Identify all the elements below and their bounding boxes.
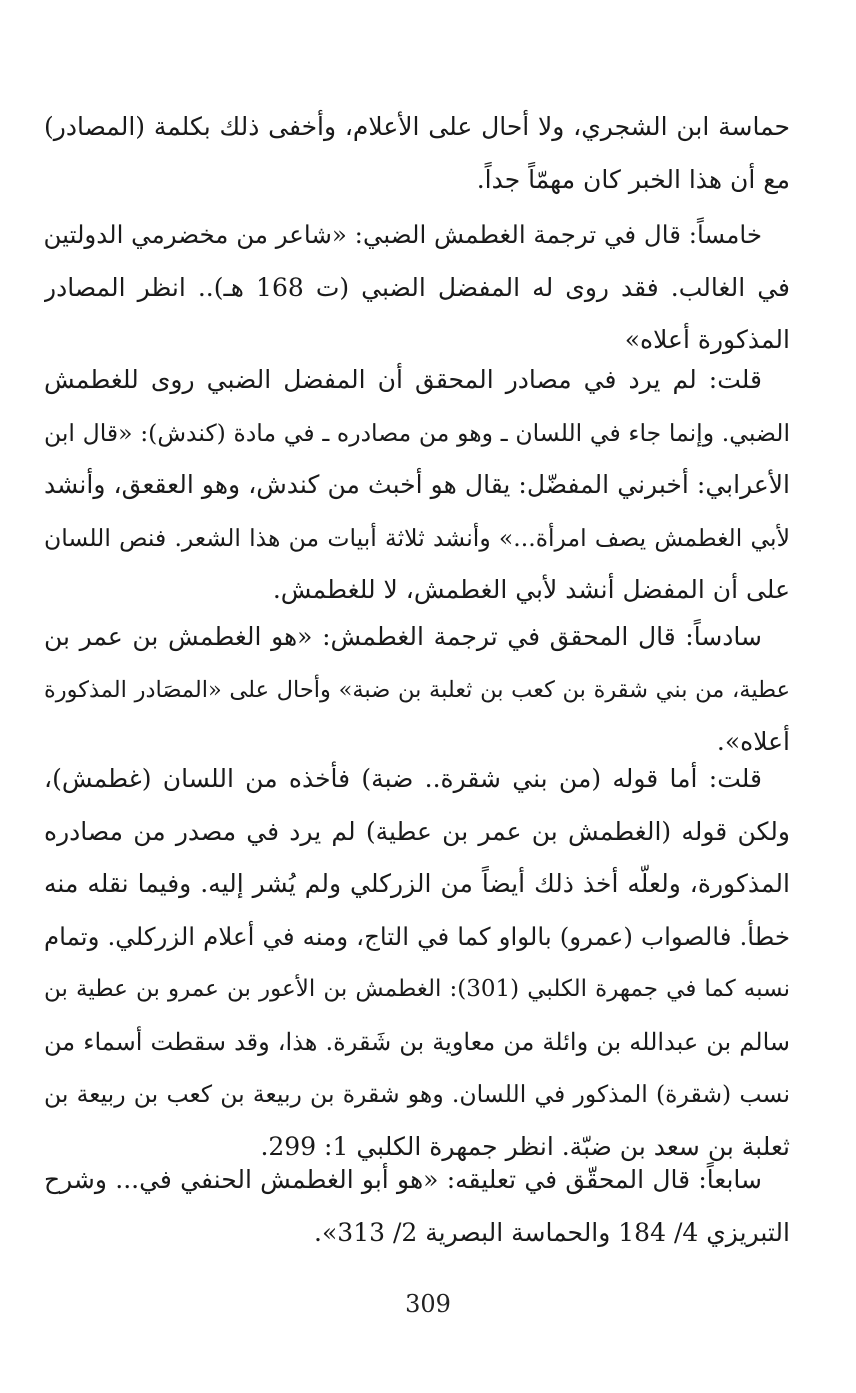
text-line: أعلاه».	[716, 727, 790, 756]
text-line: خامساً: قال في ترجمة الغطمش الضبي: «شاعر من مخضرمي الدولتين	[44, 220, 762, 249]
text-line: ولكن قوله (الغطمش بن عمر بن عطية) لم يرد في مصدر من مصادره	[44, 816, 790, 846]
text-line: نسبه كما في جمهرة الكلبي (301): الغطمش بن الأعور بن عمرو بن عطية بن	[44, 976, 790, 1002]
paragraph-6	[44, 1154, 790, 1259]
text-line: الضبي. وإنما جاء في اللسان ـ وهو من مصادره ـ في مادة (كندش): «قال ابن	[44, 418, 790, 447]
text-line: سادساً: قال المحقق في ترجمة الغطمش: «هو الغطمش بن عمر بن	[44, 622, 762, 651]
text-line: ثعلبة بن سعد بن ضبّة. انظر جمهرة الكلبي 1: 299.	[260, 1131, 790, 1161]
text-line: مع أن هذا الخبر كان مهمّاً جداً.	[476, 164, 790, 194]
text-line: قلت: أما قوله (من بني شقرة.. ضبة) فأخذه من اللسان (غطمش)،	[44, 764, 762, 793]
text-line: قلت: لم يرد في مصادر المحقق أن المفضل الضبي روى للغطمش	[44, 365, 762, 394]
text-line: في الغالب. فقد روى له المفضل الضبي (ت 168 هـ).. انظر المصادر	[44, 272, 790, 302]
text-line: الأعرابي: أخبرني المفضّل: يقال هو أخبث من كندش، وهو العقعق، وأنشد	[44, 470, 790, 499]
paragraph-4	[44, 611, 790, 769]
text-line: سالم بن عبدالله بن وائلة من معاوية بن شَقرة. هذا، وقد سقطت أسماء من	[44, 1027, 790, 1056]
page-number: 309	[405, 1290, 451, 1318]
paragraph-3	[44, 354, 790, 617]
paragraph-2	[44, 209, 790, 367]
text-line: عطية، من بني شقرة بن كعب بن ثعلبة بن ضبة» وأحال على «المصَادر المذكورة	[44, 676, 790, 703]
text-line: خطأ. فالصواب (عمرو) بالواو كما في التاج، ومنه في أعلام الزركلي. وتمام	[44, 921, 790, 951]
text-line: حماسة ابن الشجري، ولا أحال على الأعلام، وأخفى ذلك بكلمة (المصادر)	[44, 112, 790, 141]
text-line: لأبي الغطمش يصف امرأة...» وأنشد ثلاثة أبيات من هذا الشعر. فنص اللسان	[44, 523, 790, 552]
text-line: المذكورة، ولعلّه أخذ ذلك أيضاً من الزركلي ولم يُشر إليه. وفيما نقله منه	[44, 869, 790, 898]
paragraph-5	[44, 753, 790, 1173]
text-line: على أن المفضل أنشد لأبي الغطمش، لا للغطمش.	[272, 575, 790, 604]
paragraph-1	[44, 101, 790, 206]
text-line: نسب (شقرة) المذكور في اللسان. وهو شقرة بن ربيعة بن كعب بن ربيعة بن	[44, 1080, 790, 1108]
text-line: المذكورة أعلاه»	[624, 325, 790, 354]
text-line: التبريزي 4/ 184 والحماسة البصرية 2/ 313».	[314, 1217, 790, 1247]
text-line: سابعاً: قال المحقّق في تعليقه: «هو أبو الغطمش الحنفي في... وشرح	[44, 1165, 762, 1194]
